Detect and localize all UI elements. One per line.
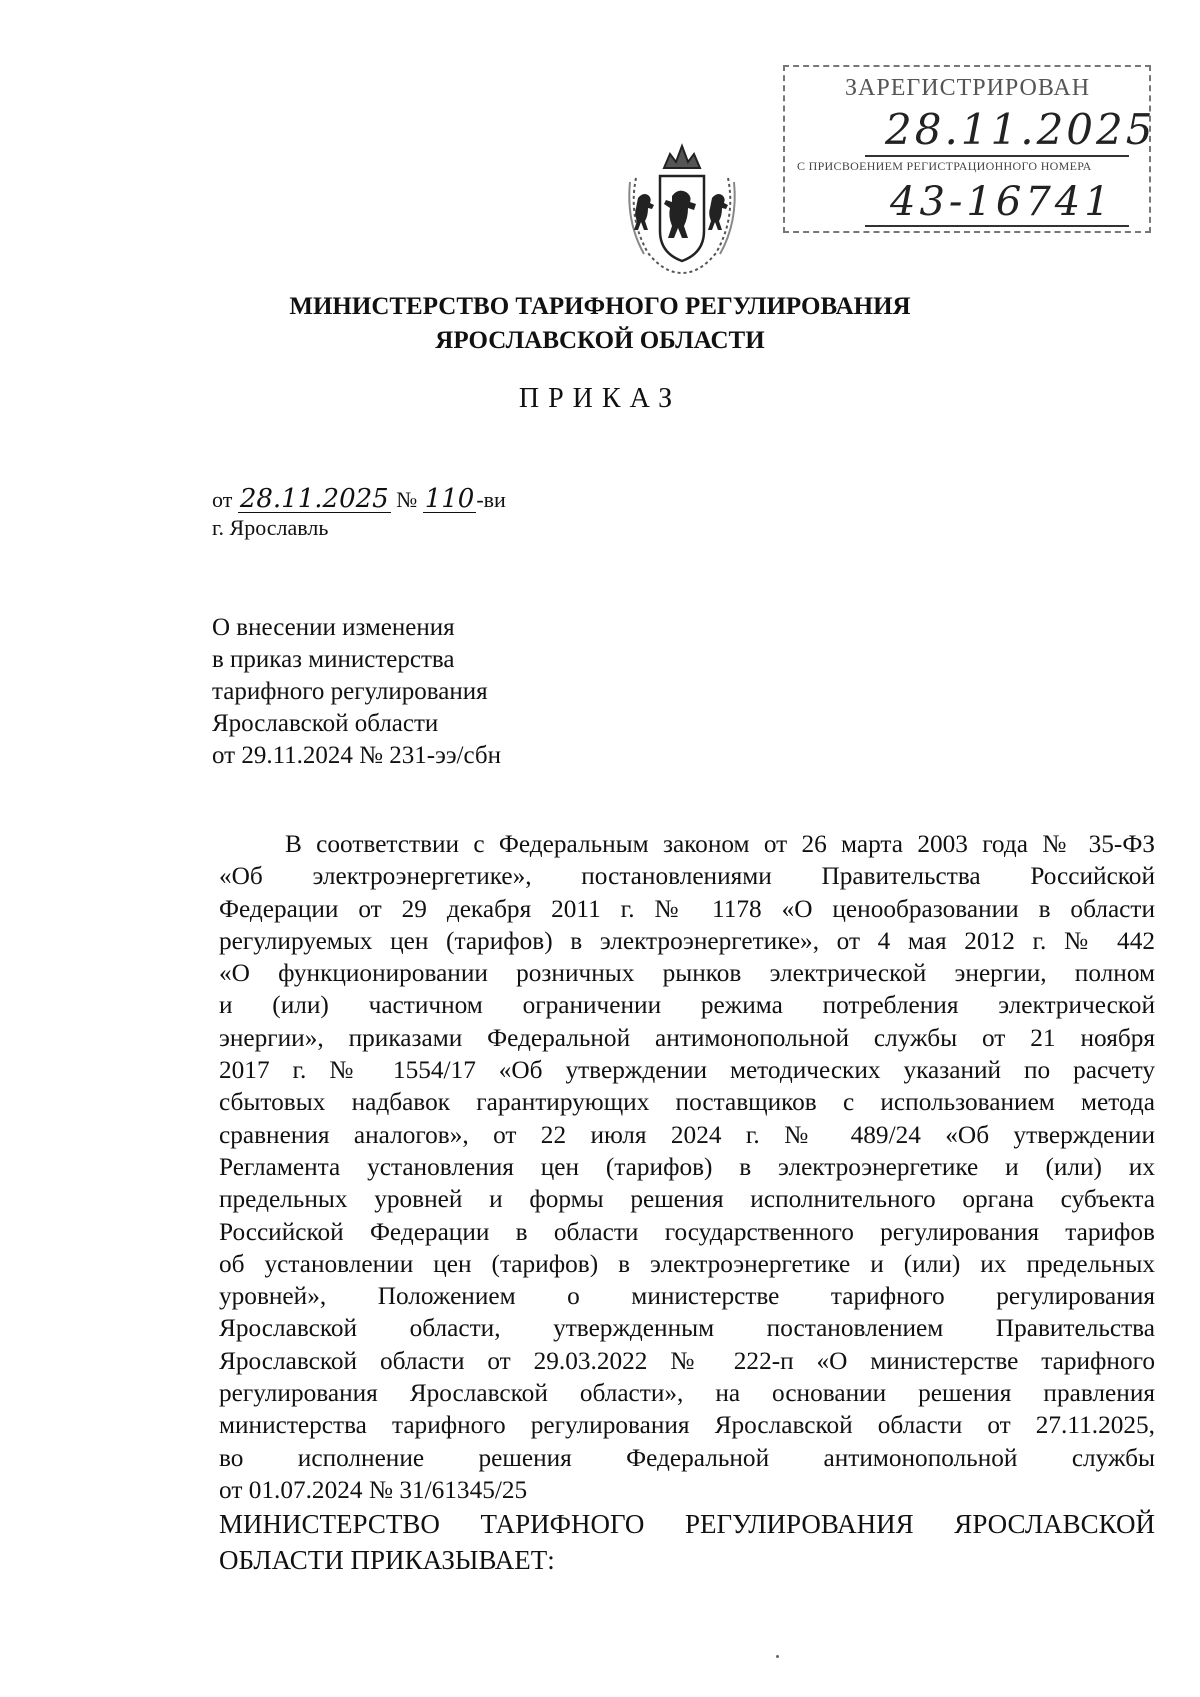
preamble-line: Федерации от 29 декабря 2011 г. № 1178 «О ценообразовании в области bbox=[219, 894, 1155, 923]
order-number-suffix: -ви bbox=[476, 487, 506, 512]
subject-line: в приказ министерства bbox=[212, 646, 455, 673]
order-date-number bbox=[212, 486, 506, 513]
stamp-divider bbox=[865, 225, 1129, 227]
preamble-line: Регламента установления цен (тарифов) в электроэнергетике и (или) их bbox=[219, 1152, 1155, 1181]
ministry-name-line2: ЯРОСЛАВСКОЙ ОБЛАСТИ bbox=[435, 327, 765, 354]
closing-line: ОБЛАСТИ ПРИКАЗЫВАЕТ: bbox=[219, 1545, 555, 1576]
registration-stamp bbox=[783, 65, 1156, 233]
order-number: 110 bbox=[424, 484, 475, 514]
preamble-line: энергии», приказами Федеральной антимонопольной службы от 21 ноября bbox=[219, 1023, 1155, 1052]
stamp-number-label: С ПРИСВОЕНИЕМ РЕГИСТРАЦИОННОГО НОМЕРА bbox=[797, 159, 1092, 173]
subject-line: О внесении изменения bbox=[212, 614, 455, 641]
preamble-line: во исполнение решения Федеральной антимонопольной службы bbox=[219, 1443, 1155, 1472]
subject-line: Ярославской области bbox=[212, 710, 439, 737]
preamble-line: сбытовых надбавок гарантирующих поставщиков с использованием метода bbox=[219, 1088, 1155, 1117]
stamp-registered-label: ЗАРЕГИСТРИРОВАН bbox=[845, 75, 1091, 101]
stamp-divider bbox=[865, 155, 1129, 157]
preamble-line: регулирования Ярославской области», на основании решения правления bbox=[219, 1379, 1155, 1408]
preamble-line: предельных уровней и формы решения исполнительного органа субъекта bbox=[219, 1185, 1155, 1214]
preamble-line: регулируемых цен (тарифов) в электроэнергетике», от 4 мая 2012 г. № 442 bbox=[219, 926, 1155, 955]
order-number-sign: № bbox=[396, 487, 418, 512]
order-date: 28.11.2025 bbox=[239, 484, 389, 514]
preamble-line: «О функционировании розничных рынков электрической энергии, полном bbox=[219, 959, 1155, 988]
preamble-line: Российской Федерации в области государственного регулирования тарифов bbox=[219, 1217, 1155, 1246]
preamble-line: от 01.07.2024 № 31/61345/25 bbox=[219, 1475, 528, 1504]
document-title: ПРИКАЗ bbox=[518, 383, 682, 414]
subject-line: от 29.11.2024 № 231-ээ/сбн bbox=[212, 742, 502, 769]
preamble-line: и (или) частичном ограничении режима потребления электрической bbox=[219, 991, 1155, 1020]
preamble-line: «Об электроэнергетике», постановлениями Правительства Российской bbox=[219, 862, 1155, 891]
ministry-name bbox=[0, 290, 1200, 358]
stamp-date: 28.11.2025 bbox=[885, 105, 1156, 154]
order-subject bbox=[212, 612, 501, 772]
order-city: г. Ярославль bbox=[212, 515, 329, 540]
preamble-line: В соответствии с Федеральным законом от 26 марта 2003 года № 35-ФЗ bbox=[285, 830, 1155, 858]
preamble-line: Ярославской области, утвержденным постановлением Правительства bbox=[219, 1314, 1155, 1343]
preamble-line: об установлении цен (тарифов) в электроэнергетике и (или) их предельных bbox=[219, 1249, 1155, 1278]
order-preamble bbox=[219, 828, 1155, 1578]
preamble-line: сравнения аналогов», от 22 июля 2024 г. № 489/24 «Об утверждении bbox=[219, 1120, 1155, 1149]
preamble-line: 2017 г. № 1554/17 «Об утверждении методических указаний по расчету bbox=[219, 1056, 1155, 1085]
scan-speck bbox=[776, 1655, 779, 1658]
preamble-line: министерства тарифного регулирования Ярославской области от 27.11.2025, bbox=[219, 1411, 1155, 1440]
preamble-line: уровней», Положением о министерстве тарифного регулирования bbox=[219, 1282, 1155, 1311]
stamp-registration-number: 43-16741 bbox=[890, 179, 1114, 225]
subject-line: тарифного регулирования bbox=[212, 678, 488, 705]
ministry-name-line1: МИНИСТЕРСТВО ТАРИФНОГО РЕГУЛИРОВАНИЯ bbox=[289, 293, 911, 320]
order-from-label: от bbox=[212, 487, 233, 512]
closing-line: МИНИСТЕРСТВО ТАРИФНОГО РЕГУЛИРОВАНИЯ ЯРОСЛАВСКОЙ bbox=[219, 1509, 1155, 1540]
coat-of-arms-icon bbox=[622, 138, 742, 276]
preamble-line: Ярославской области от 29.03.2022 № 222-п «О министерстве тарифного bbox=[219, 1346, 1155, 1375]
